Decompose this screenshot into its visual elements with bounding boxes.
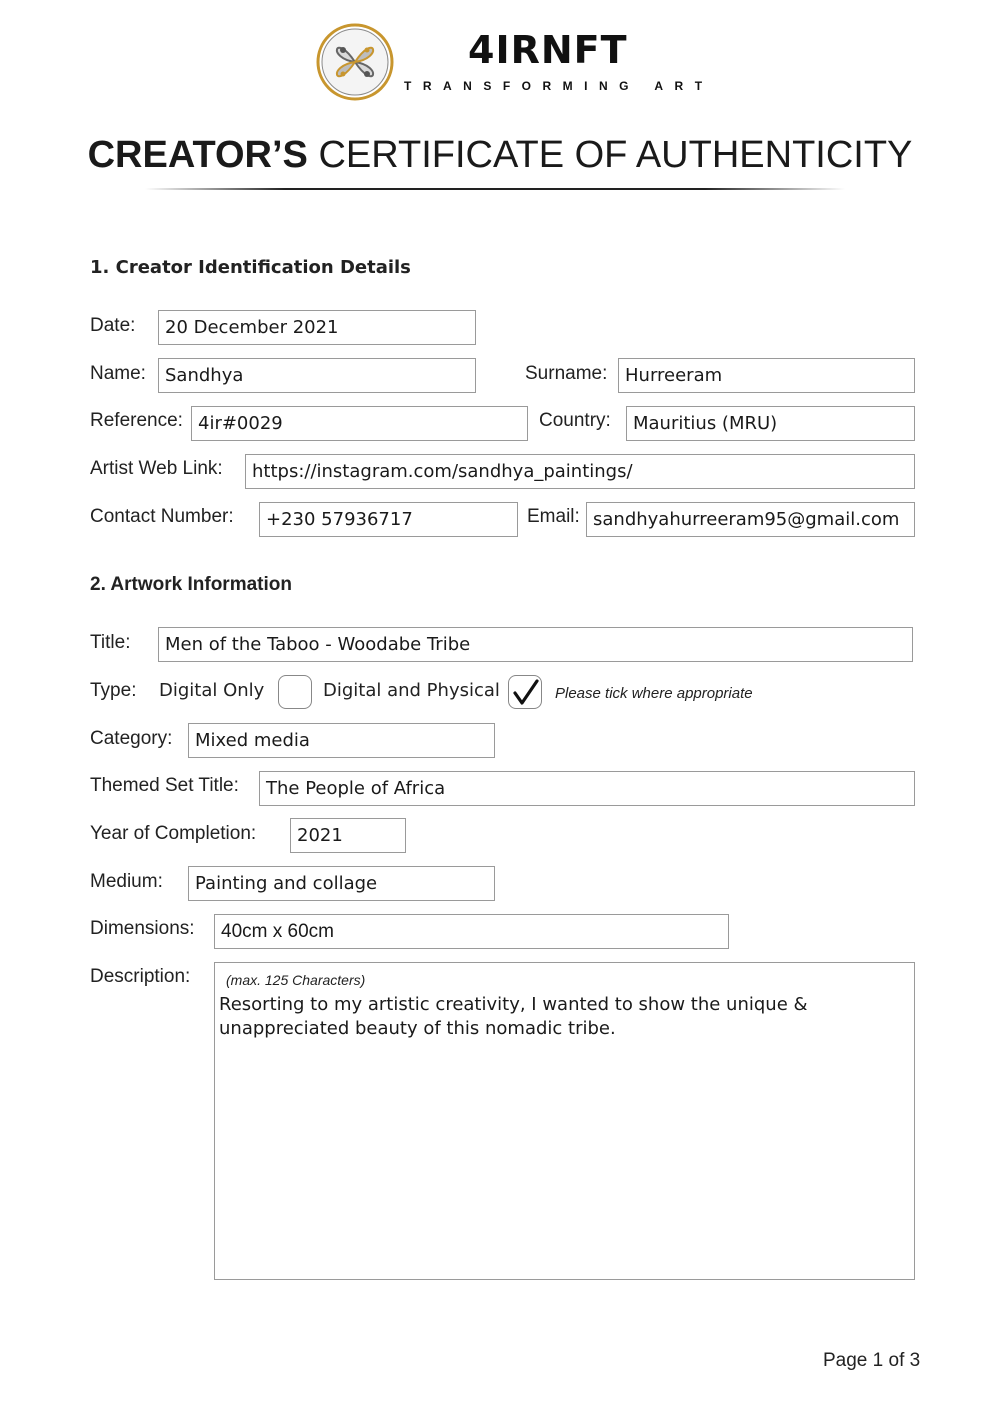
type-option-digital-only-label: Digital Only	[159, 680, 265, 701]
themed-set-field[interactable]: The People of Africa	[259, 771, 915, 806]
email-label: Email:	[527, 506, 580, 527]
page-title-bold: CREATOR’S	[87, 134, 308, 176]
brand-tagline: TRANSFORMING ART	[404, 79, 714, 93]
brand-name: 4IRNFT	[468, 28, 628, 72]
surname-field[interactable]: Hurreeram	[618, 358, 915, 393]
email-field[interactable]: sandhyahurreeram95@gmail.com	[586, 502, 915, 537]
description-label: Description:	[90, 966, 191, 987]
logo	[315, 22, 395, 102]
medium-field[interactable]: Painting and collage	[188, 866, 495, 901]
description-field[interactable]	[214, 962, 915, 1280]
themed-set-label: Themed Set Title:	[90, 775, 239, 796]
year-label: Year of Completion:	[90, 823, 257, 844]
title-label: Title:	[90, 632, 131, 653]
type-digital-physical-checkbox[interactable]	[508, 675, 542, 709]
type-digital-only-checkbox[interactable]	[278, 675, 312, 709]
contact-field[interactable]: +230 57936717	[259, 502, 518, 537]
category-field[interactable]: Mixed media	[188, 723, 495, 758]
description-text: Resorting to my artistic creativity, I wanted to show the unique & unappreciated beauty of this nomadic tribe.	[219, 994, 808, 1039]
section-artwork-heading: 2. Artwork Information	[90, 574, 292, 595]
weblink-field[interactable]: https://instagram.com/sandhya_paintings/	[245, 454, 915, 489]
checkmark-icon	[509, 676, 543, 710]
weblink-label: Artist Web Link:	[90, 458, 223, 479]
logo-emblem-icon	[315, 22, 395, 102]
reference-field[interactable]: 4ir#0029	[191, 406, 528, 441]
artwork-title-field[interactable]: Men of the Taboo - Woodabe Tribe	[158, 627, 913, 662]
name-field[interactable]: Sandhya	[158, 358, 476, 393]
description-hint: (max. 125 Characters)	[226, 972, 366, 988]
page-number: Page 1 of 3	[823, 1350, 921, 1371]
category-label: Category:	[90, 728, 173, 749]
dimensions-label: Dimensions:	[90, 918, 195, 939]
contact-label: Contact Number:	[90, 506, 234, 527]
title-divider	[145, 188, 845, 190]
type-hint: Please tick where appropriate	[555, 685, 753, 702]
section-creator-heading: 1. Creator Identification Details	[90, 257, 411, 278]
surname-label: Surname:	[525, 363, 608, 384]
type-option-digital-physical-label: Digital and Physical	[323, 680, 500, 701]
type-label: Type:	[90, 680, 137, 701]
date-label: Date:	[90, 315, 136, 336]
date-field[interactable]: 20 December 2021	[158, 310, 476, 345]
country-label: Country:	[539, 410, 611, 431]
year-field[interactable]: 2021	[290, 818, 406, 853]
name-label: Name:	[90, 363, 146, 384]
medium-label: Medium:	[90, 871, 163, 892]
dimensions-field[interactable]: 40cm x 60cm	[214, 914, 729, 949]
country-field[interactable]: Mauritius (MRU)	[626, 406, 915, 441]
reference-label: Reference:	[90, 410, 183, 431]
page-title	[0, 134, 1000, 177]
page-title-rest: CERTIFICATE OF AUTHENTICITY	[318, 134, 913, 176]
